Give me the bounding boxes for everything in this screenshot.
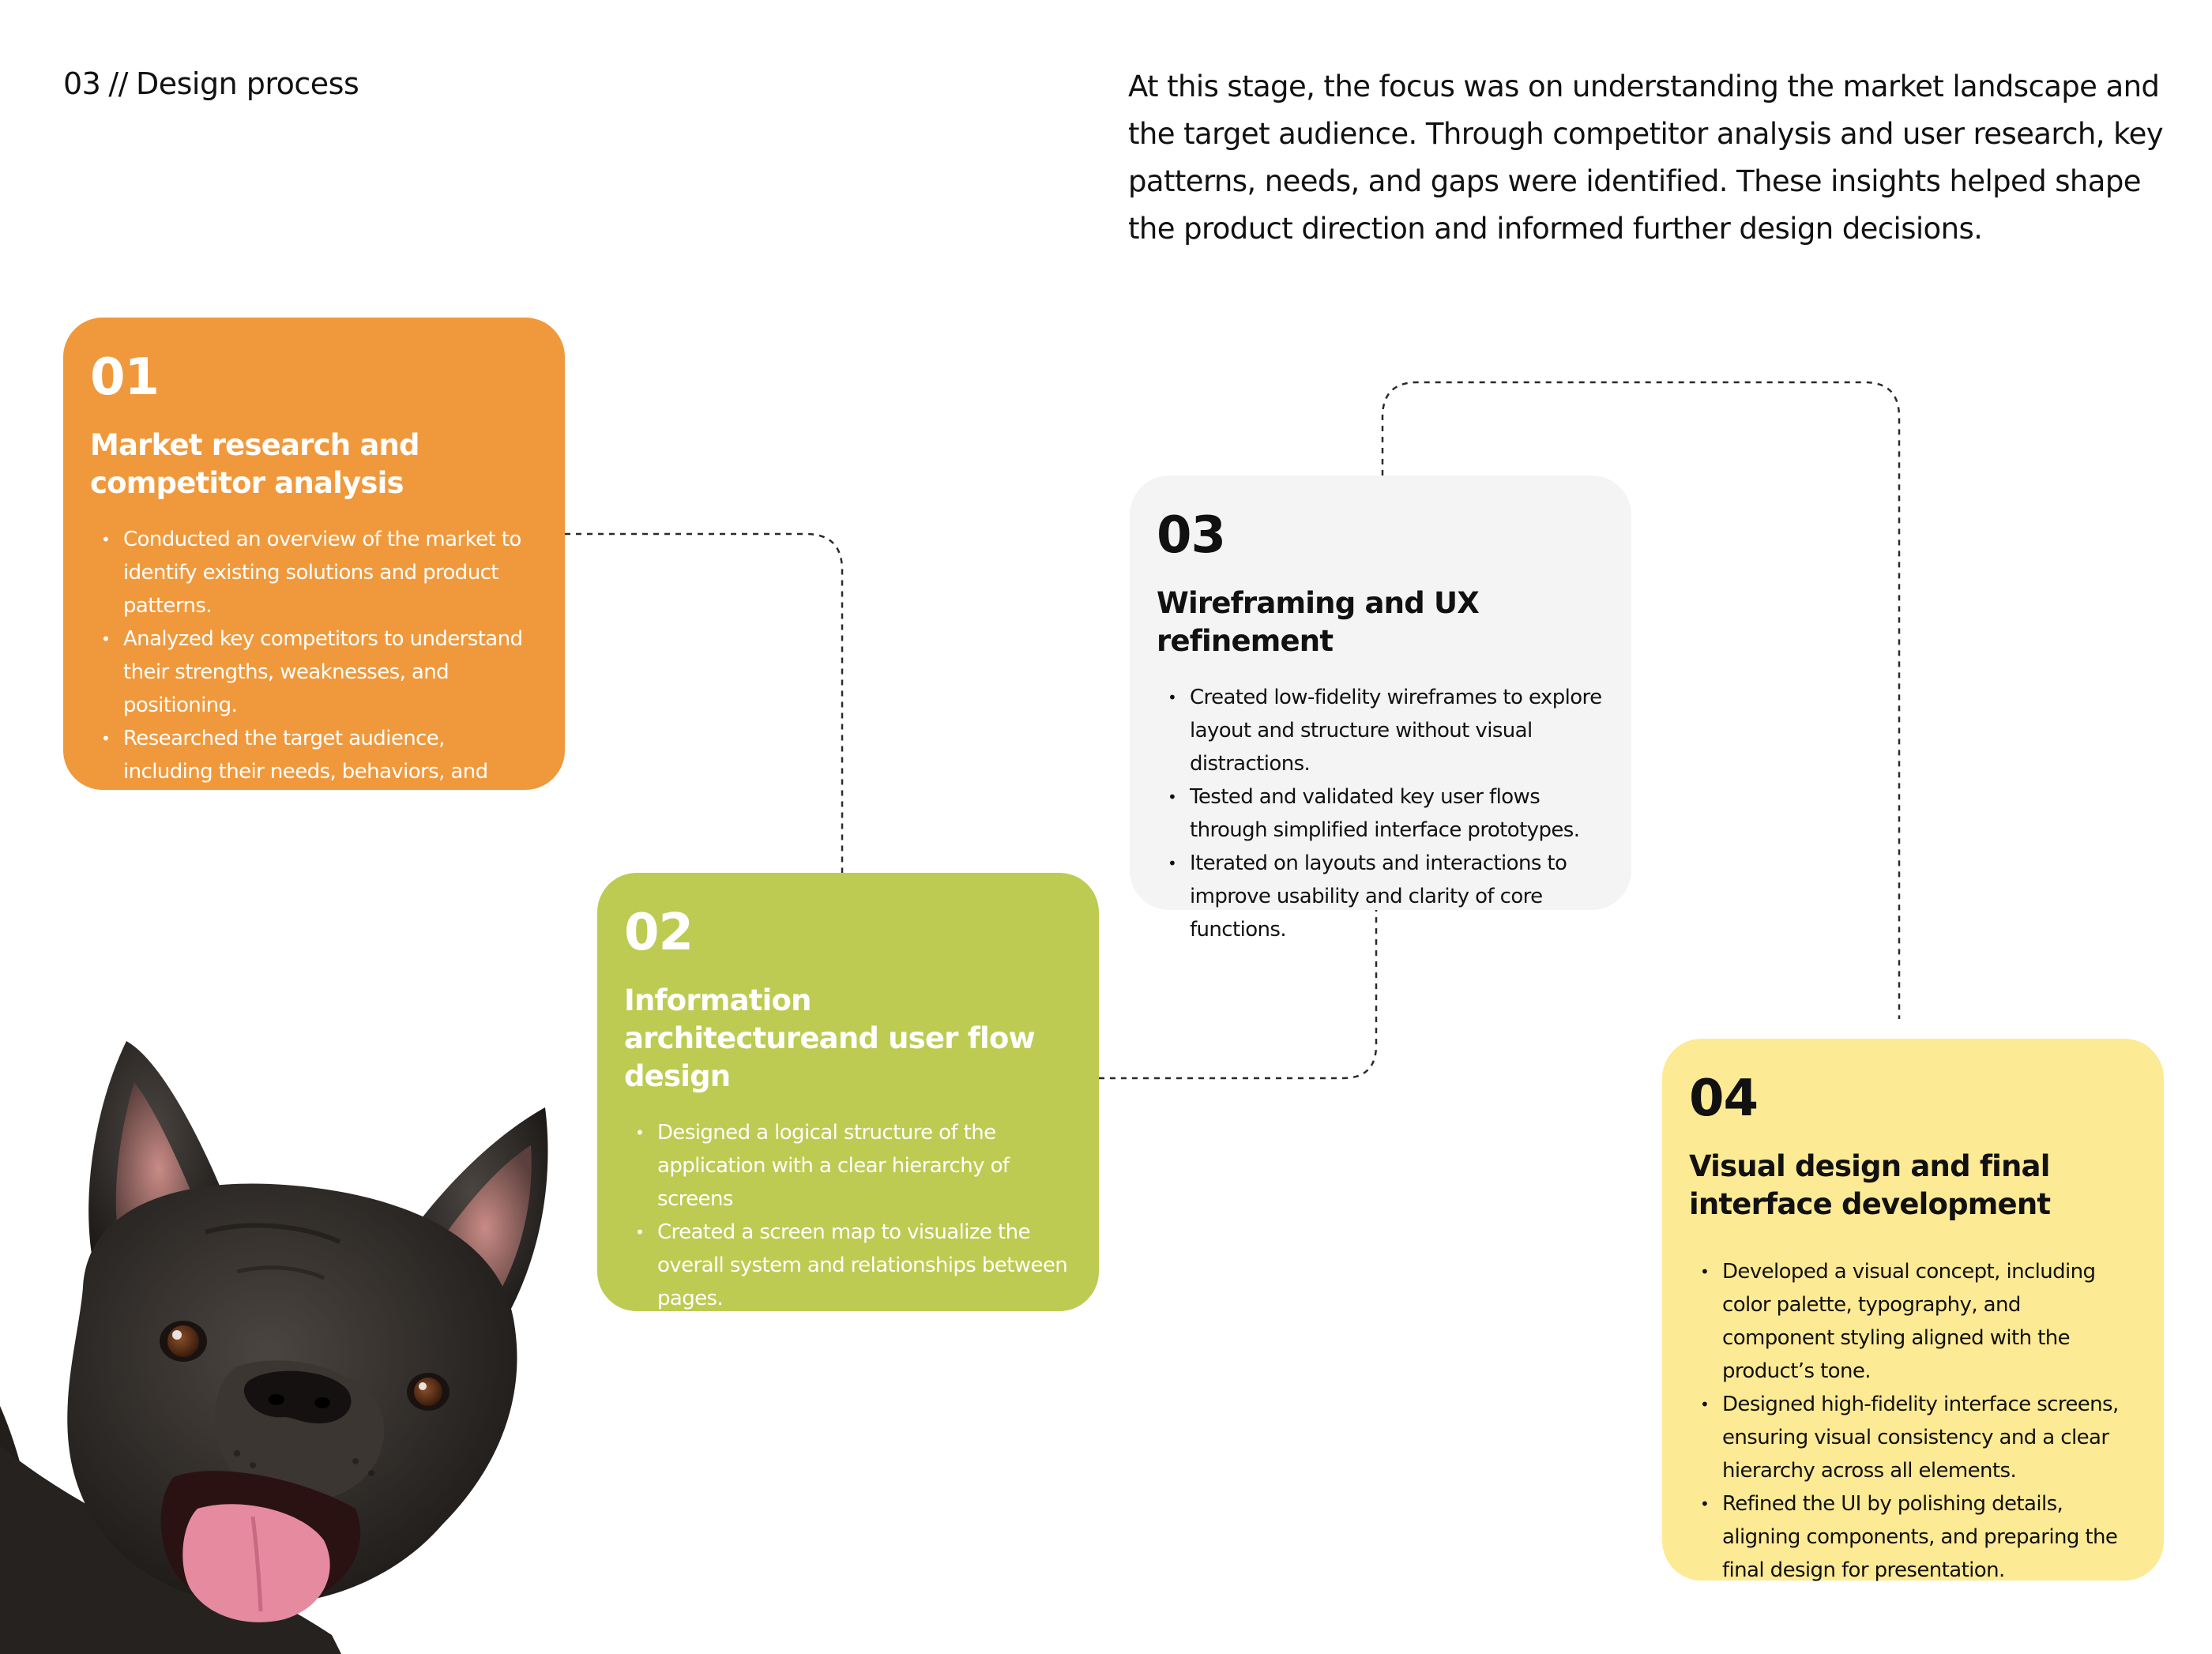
step-card-02 [597,873,1099,1377]
list-item: • Tested and validated key user flows through simplified interface prototypes. [1190,780,1604,847]
step-list [90,523,538,821]
step-title: Visual design and final interface development [1689,1149,2051,1221]
french-bulldog-photo [0,1035,569,1654]
step-card-04 [1662,1039,2164,1581]
list-item: • Created a screen map to visualize the overall system and relationships between pages. [657,1216,1072,1315]
step-number: 03 [1157,506,1226,565]
list-item: • Created low-fidelity wireframes to explore layout and structure without visual distractions. [1190,681,1604,780]
list-item: • Designed high-fidelity interface screens, ensuring visual consistency and a clear hierarchy across all elements. [1722,1388,2137,1487]
list-item: • Developed user flows outlining key interaction paths within the app. [657,1315,1072,1381]
list-item: • Conducted an overview of the market to identify existing solutions and product patterns. [123,523,538,622]
step-list [624,1116,1072,1381]
step-card-01 [63,318,565,817]
list-item: • Researched the target audience, including their needs, behaviors, and expectations. [123,722,538,821]
list-item: • Developed a visual concept, including color palette, typography, and component styling aligned with the product’s tone. [1722,1255,2137,1388]
step-number: 04 [1689,1069,1759,1128]
step-title: Market research and competitor analysis [90,428,419,500]
step-card-03 [1130,476,1631,942]
step-list [1157,681,1604,946]
step-title: Information architectureand user flow design [624,983,1035,1093]
step-number: 01 [90,348,160,407]
list-item: • Designed a logical structure of the application with a clear hierarchy of screens [657,1116,1072,1216]
list-item: • Refined the UI by polishing details, aligning components, and preparing the final design for presentation. [1722,1487,2137,1587]
section-number: 03 [63,66,101,101]
step-list [1689,1255,2137,1587]
step-title: Wireframing and UX refinement [1157,586,1479,658]
section-separator: // [108,66,128,101]
list-item: • Analyzed key competitors to understand their strengths, weaknesses, and positioning. [123,622,538,722]
section-title: Design process [135,66,359,101]
intro-paragraph: At this stage, the focus was on understanding the market landscape and the target audience. Through competitor analysis and user research, key patterns, needs, and gaps were identified. These insights helped shape the product direction and informed further design decisions. [1128,70,2164,246]
list-item: • Iterated on layouts and interactions to improve usability and clarity of core functions. [1190,847,1604,946]
step-number: 02 [624,904,694,962]
connector-01-02 [565,534,842,873]
